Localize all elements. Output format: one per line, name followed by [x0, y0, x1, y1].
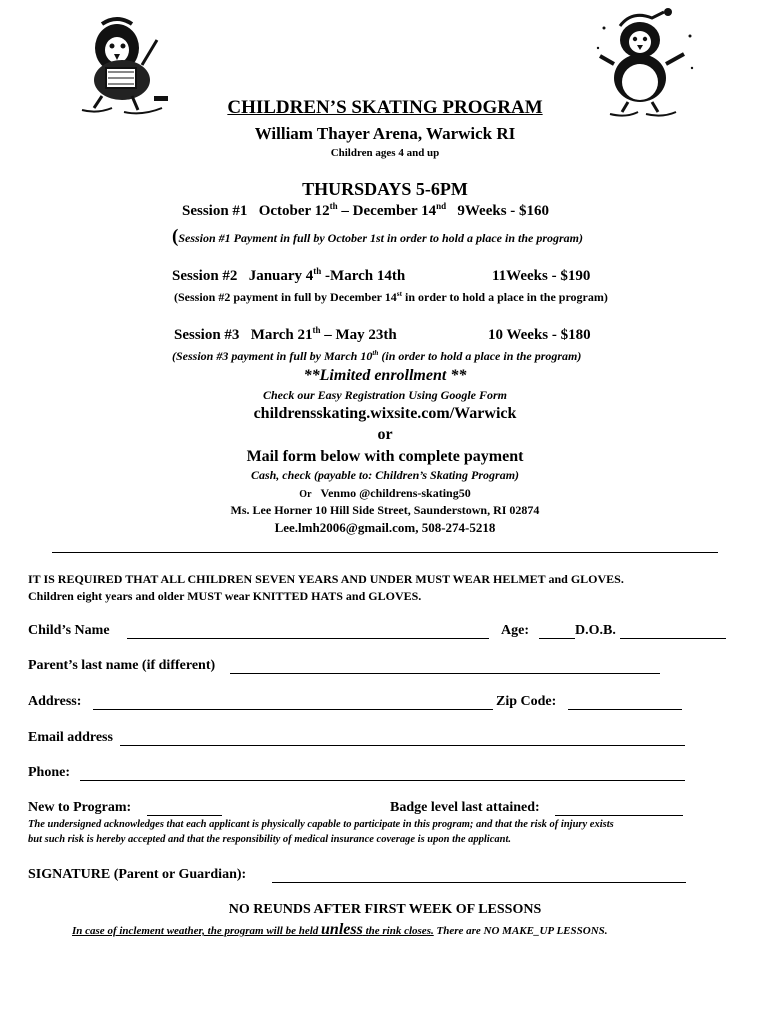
weather-notice-a: In case of inclement weather, the program will be held [72, 925, 322, 937]
session-2-start: January 4 [248, 268, 314, 284]
signature-field[interactable] [272, 882, 686, 883]
session-3-note-b: (in order to hold a place in the program) [378, 349, 582, 363]
contact-info: Lee.lmh2006@gmail.com, 508-274-5218 [274, 520, 496, 535]
session-2-label: Session #2 [172, 268, 238, 284]
session-3-start: March 21 [250, 327, 313, 343]
session-1-line [182, 203, 549, 220]
signature-label: SIGNATURE (Parent or Guardian): [28, 867, 247, 882]
session-2-note-sup: st [396, 290, 402, 298]
phone-label: Phone: [28, 765, 70, 780]
session-2-note-a: (Session #2 payment in full by December 14 [174, 290, 397, 304]
session-3-note-sup: th [372, 349, 379, 357]
disclaimer-line-1: The undersigned acknowledges that each applicant is physically capable to participate in this program; and that the risk of injury exists [28, 819, 614, 830]
session-3-start-sup: th [312, 325, 321, 335]
email-field[interactable] [120, 745, 685, 746]
session-1-note [172, 226, 583, 248]
session-1-note-paren: ( [172, 226, 179, 247]
day-time-heading: THURSDAYS 5-6PM [302, 179, 468, 199]
address-label: Address: [28, 694, 82, 709]
weather-notice-unless: unless [321, 921, 363, 938]
age-field[interactable] [539, 638, 575, 639]
weather-notice-b: the rink closes. [362, 925, 434, 937]
zip-code-field[interactable] [568, 709, 682, 710]
session-2-weeks-price: 11Weeks - $190 [492, 268, 591, 284]
session-2-end: -March 14th [321, 268, 406, 284]
session-1-note-text: Session #1 Payment in full by October 1st in order to hold a place in the program) [178, 231, 584, 245]
session-3-end: – May 23th [320, 327, 397, 343]
registration-url[interactable]: childrensskating.wixsite.com/Warwick [253, 405, 517, 422]
new-to-program-field[interactable] [147, 815, 222, 816]
google-form-note: Check our Easy Registration Using Google Form [262, 388, 508, 402]
requirement-line-1: IT IS REQUIRED THAT ALL CHILDREN SEVEN YEARS AND UNDER MUST WEAR HELMET and GLOVES. [28, 572, 624, 586]
address-field[interactable] [93, 709, 493, 710]
session-3-note [172, 349, 581, 364]
weather-notice-c: There are NO MAKE_UP LESSONS. [433, 925, 608, 937]
parent-last-name-field[interactable] [230, 673, 660, 674]
page-title: CHILDREN’S SKATING PROGRAM [227, 97, 543, 118]
session-3-weeks-price: 10 Weeks - $180 [488, 327, 591, 343]
weather-notice [72, 921, 608, 939]
venmo-or: Or [299, 489, 312, 500]
age-label: Age: [501, 623, 529, 638]
session-1-end-sup: nd [436, 201, 447, 211]
email-label: Email address [28, 730, 113, 745]
mailing-address: Ms. Lee Horner 10 Hill Side Street, Saunderstown, RI 02874 [230, 503, 540, 517]
badge-level-field[interactable] [555, 815, 683, 816]
badge-level-label: Badge level last attained: [390, 800, 540, 815]
session-1-start-sup: th [329, 201, 338, 211]
session-1-label: Session #1 [182, 203, 248, 219]
venue-subtitle: William Thayer Arena, Warwick RI [254, 124, 516, 143]
parent-last-name-label: Parent’s last name (if different) [28, 658, 216, 673]
childs-name-label: Child’s Name [28, 623, 110, 638]
session-2-line [172, 268, 405, 285]
session-2-note-b: in order to hold a place in the program) [401, 290, 608, 304]
or-separator: or [377, 426, 393, 443]
session-3-line [174, 327, 397, 344]
dob-label: D.O.B. [575, 623, 616, 638]
session-1-weeks-price: 9Weeks - $160 [457, 203, 550, 219]
dob-field[interactable] [620, 638, 726, 639]
requirement-line-2: Children eight years and older MUST wear KNITTED HATS and GLOVES. [28, 589, 422, 603]
limited-enrollment: **Limited enrollment ** [303, 367, 467, 384]
session-1-start: October 12 [258, 203, 330, 219]
mail-form-line: Mail form below with complete payment [246, 448, 524, 465]
new-to-program-label: New to Program: [28, 800, 132, 815]
divider-line [52, 552, 718, 553]
session-3-label: Session #3 [174, 327, 240, 343]
age-requirement: Children ages 4 and up [330, 147, 440, 159]
childs-name-field[interactable] [127, 638, 489, 639]
venmo-line [0, 486, 770, 501]
session-2-start-sup: th [313, 266, 322, 276]
disclaimer-line-2: but such risk is hereby accepted and that the responsibility of medical insurance coverage is upon the applicant. [28, 834, 512, 845]
no-refunds-notice: NO REUNDS AFTER FIRST WEEK OF LESSONS [228, 902, 542, 917]
session-1-end: – December 14 [341, 203, 437, 219]
cash-check-line: Cash, check (payable to: Children’s Skating Program) [250, 468, 520, 482]
session-2-note [174, 290, 608, 305]
zip-code-label: Zip Code: [496, 694, 557, 709]
phone-field[interactable] [80, 780, 685, 781]
venmo-handle: Venmo @childrens-skating50 [320, 486, 471, 500]
session-3-note-a: (Session #3 payment in full by March 10 [172, 349, 373, 363]
